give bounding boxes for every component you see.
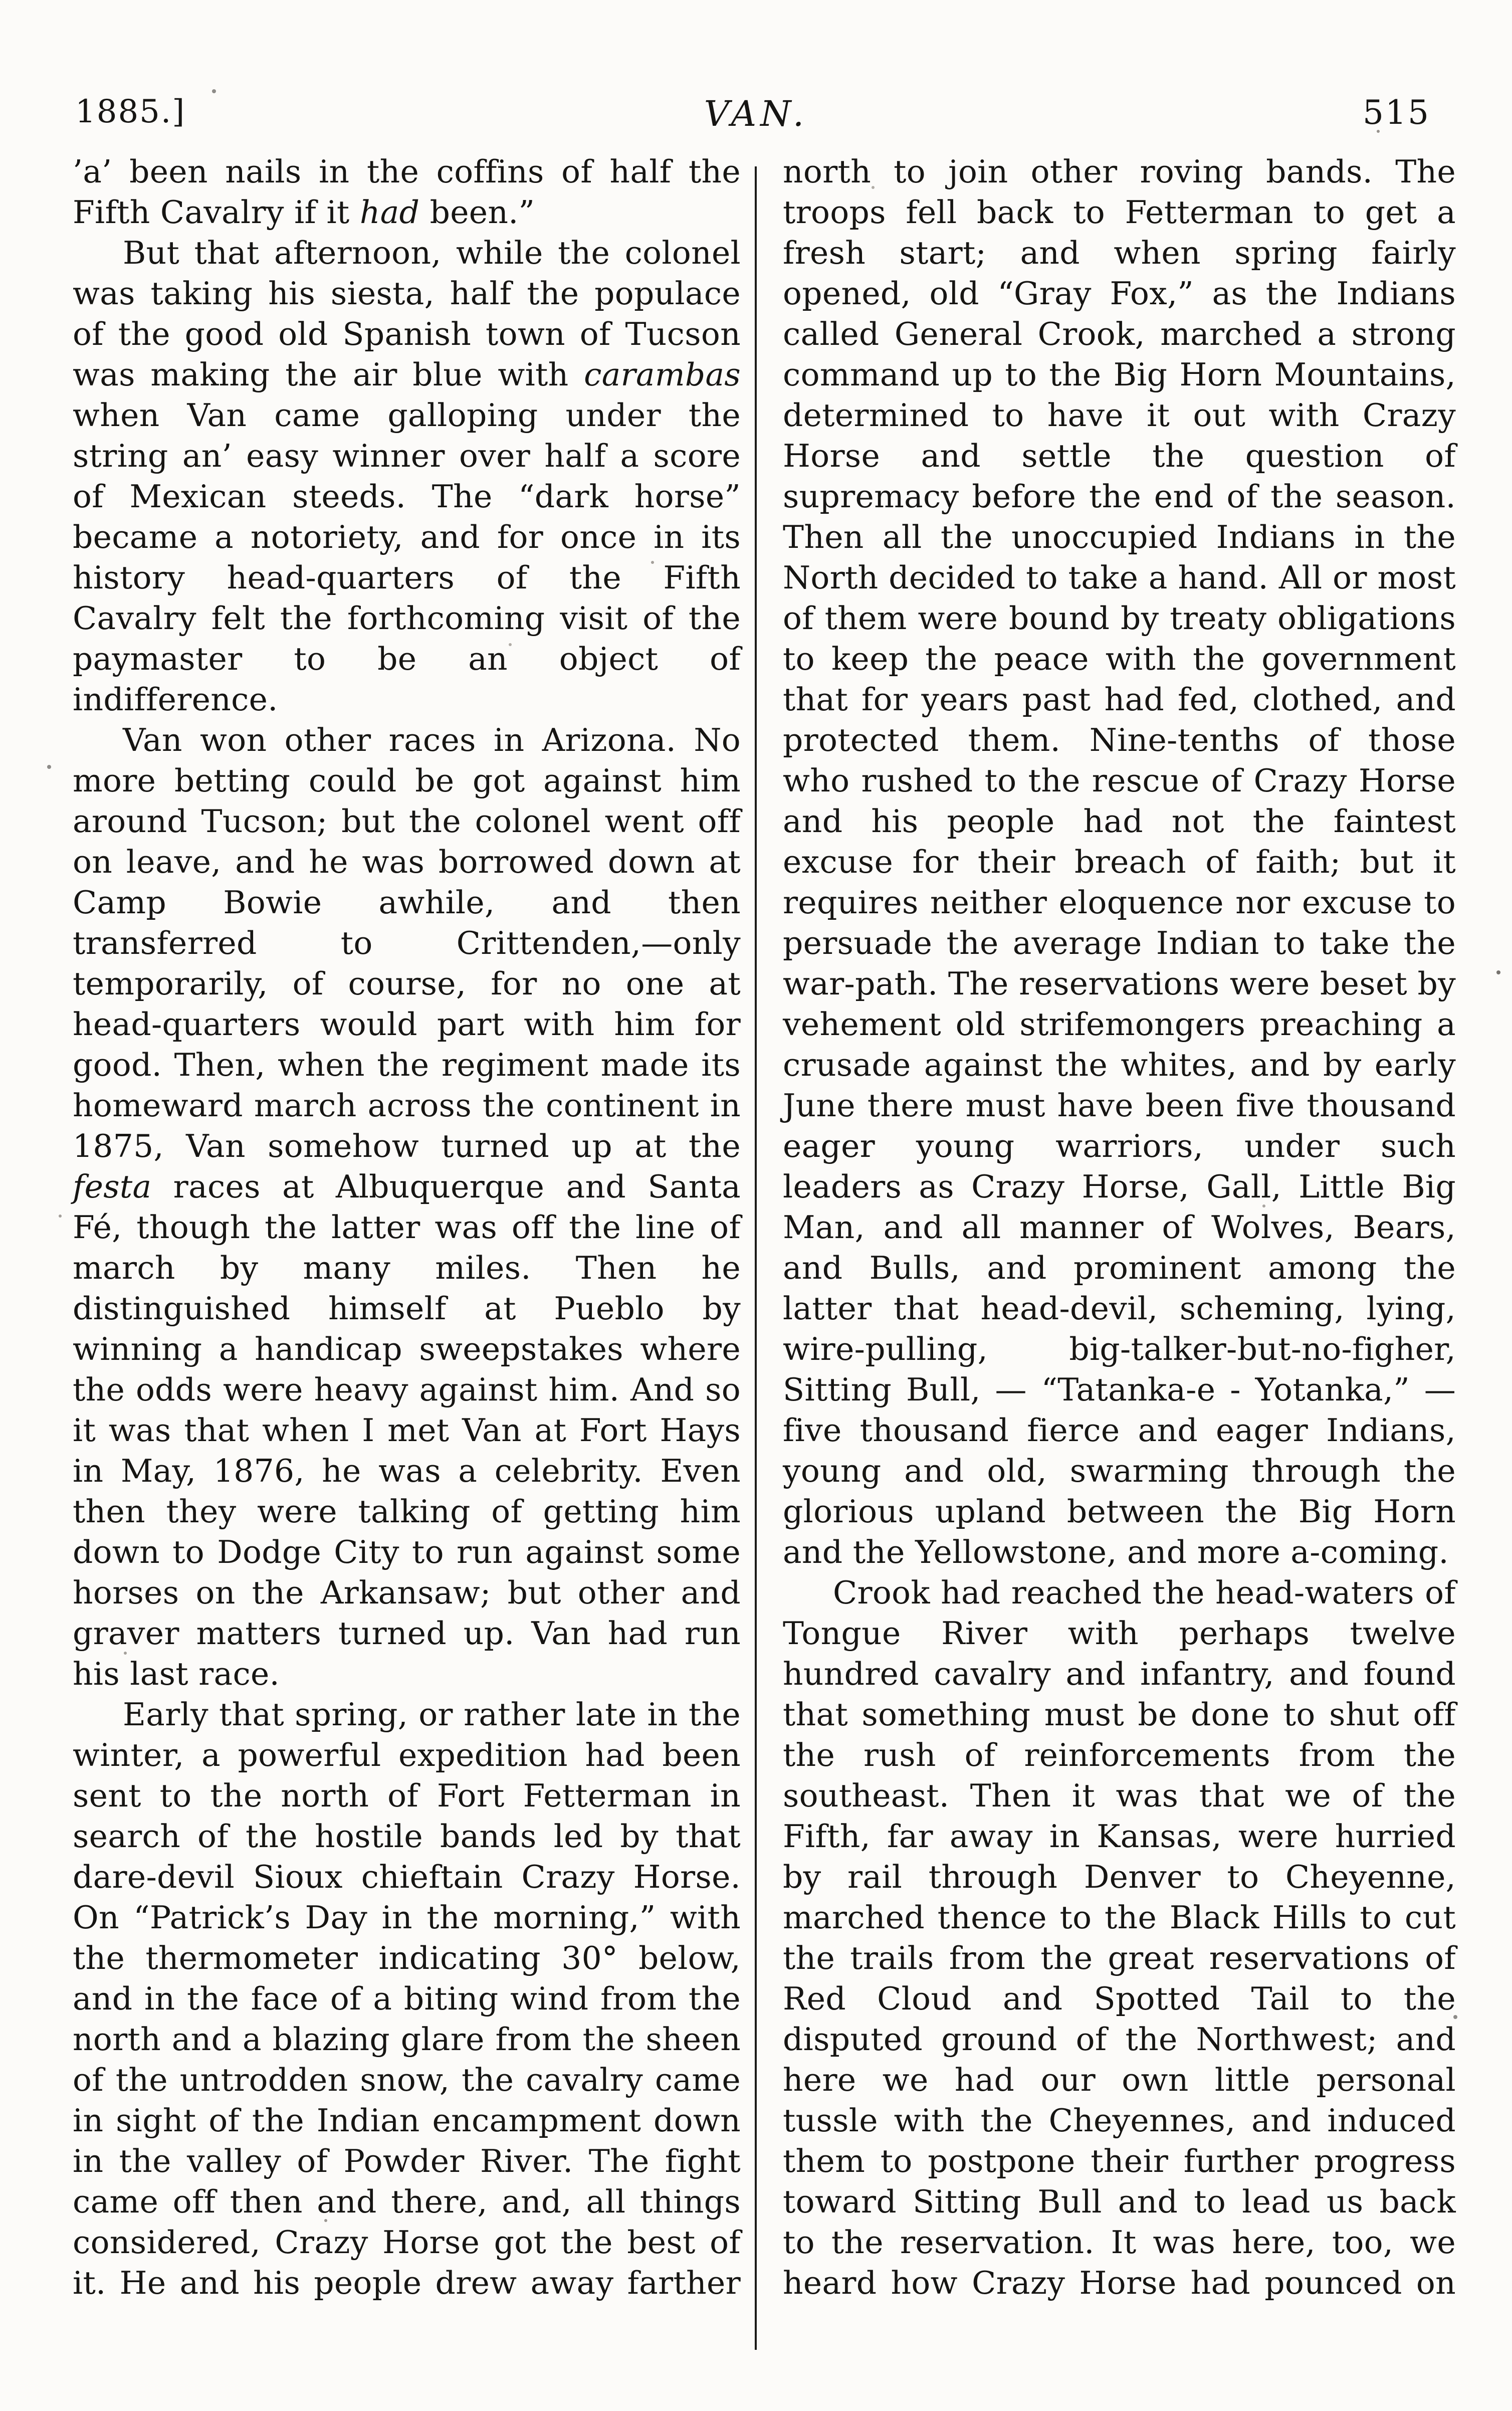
text-column-left: [73, 151, 741, 2303]
text-segment: north to join other roving bands. The troops fell back to Fetterman to get a fresh start; and when spring fairly opened, old “Gray Fox,” as the Indians called General Crook, marched a strong command up to the Big Horn Mountains, determined to have it out with Crazy Horse and settle the question of supremacy before the end of the season. Then all the unoccupied Indians in the North decided to take a hand. All or most of them were bound by treaty obligations to keep the peace with the government that for years past had fed, clothed, and protected them. Nine-tenths of those who rushed to the rescue of Crazy Horse and his people had not the faintest excuse for their breach of faith; but it requires neither eloquence nor excuse to persuade the average Indian to take the war-path. The reservations were beset by vehement old strifemongers preaching a crusade against the whites, and by early June there must have been five thousand eager young warriors, under such leaders as Crazy Horse, Gall, Little Big Man, and all manner of Wolves, Bears, and Bulls, and prominent among the latter that head-devil, scheming, lying, wire-pulling, big-talker-but-no-figher, Sitting Bull, — “Tatanka-e - Yotanka,” — five thousand fierce and eager Indians, young and old, swarming through the glorious upland between the Big Horn and the Yellowstone, and more a-coming.: [783, 153, 1456, 1570]
text-column-right: [783, 151, 1456, 2303]
paragraph: [783, 151, 1456, 1572]
header-year-bracket: 1885.]: [75, 93, 186, 130]
paragraph: [73, 720, 741, 1694]
page-header: [0, 93, 1512, 138]
scan-speck-noise: [0, 0, 2, 2]
text-segment: races at Albuquerque and Santa Fé, though the latter was off the line of march by many miles. Then he distinguished himself at Pueblo by winning a handicap sweepstakes where the odds were heavy against him. And so it was that when I met Van at Fort Hays in May, 1876, he was a celebrity. Even then they were talking of getting him down to Dodge City to run against some horses on the Arkansaw; but other and graver matters turned up. Van had run his last race.: [73, 1168, 741, 1692]
paragraph: [73, 151, 741, 233]
italic-text-segment: carambas: [584, 356, 741, 393]
paragraph: [73, 233, 741, 720]
text-segment: Early that spring, or rather late in the winter, a powerful expedition had been sent to the north of Fort Fetterman in search of the hostile bands led by that dare-devil Sioux chieftain Crazy Horse. On “Patrick’s Day in the morning,” with the thermometer indicating 30° below, and in the face of a biting wind from the north and a blazing glare from the sheen of the untrodden snow, the cavalry came in sight of the Indian encampment down in the valley of Powder River. The fight came off then and there, and, all things considered, Crazy Horse got the best of it. He and his people drew away farther: [73, 1696, 741, 2301]
text-segment: But that afternoon, while the colonel was taking his siesta, half the populace of the good old Spanish town of Tucson was making the air blue with: [73, 235, 741, 393]
text-segment: ’a’ been nails in the coffins of half the Fifth Cavalry if it: [73, 153, 741, 231]
text-segment: when Van came galloping under the string an’ easy winner over half a score of Mexican steeds. The “dark horse” became a notoriety, and for once in its history head-quarters of the Fifth Cavalry felt the forthcoming visit of the paymaster to be an object of indifference.: [73, 397, 741, 718]
text-segment: Crook had reached the head-waters of Tongue River with perhaps twelve hundred cavalry and infantry, and found that something must be done to shut off the rush of reinforcements from the southeast. Then it was that we of the Fifth, far away in Kansas, were hurried by rail through Denver to Cheyenne, marched thence to the Black Hills to cut the trails from the great reservations of Red Cloud and Spotted Tail to the disputed ground of the Northwest; and here we had our own little personal tussle with the Cheyennes, and induced them to postpone their further progress toward Sitting Bull and to lead us back to the reservation. It was here, too, we heard how Crazy Horse had pounced on: [783, 1574, 1456, 2301]
column-divider-rule: [755, 166, 757, 2350]
paragraph: [783, 1572, 1456, 2303]
italic-text-segment: festa: [73, 1168, 152, 1205]
italic-text-segment: had: [359, 194, 420, 231]
text-segment: Van won other races in Arizona. No more betting could be got against him around Tucson; but the colonel went off on leave, and he was borrowed down at Camp Bowie awhile, and then transferred to Crittenden,—only temporarily, of course, for no one at head-quarters would part with him for good. Then, when the regiment made its homeward march across the continent in 1875, Van somehow turned up at the: [73, 722, 741, 1164]
paragraph: [73, 1694, 741, 2303]
page-number: 515: [1363, 93, 1430, 132]
running-title: VAN.: [704, 93, 808, 134]
text-segment: been.”: [419, 194, 535, 231]
